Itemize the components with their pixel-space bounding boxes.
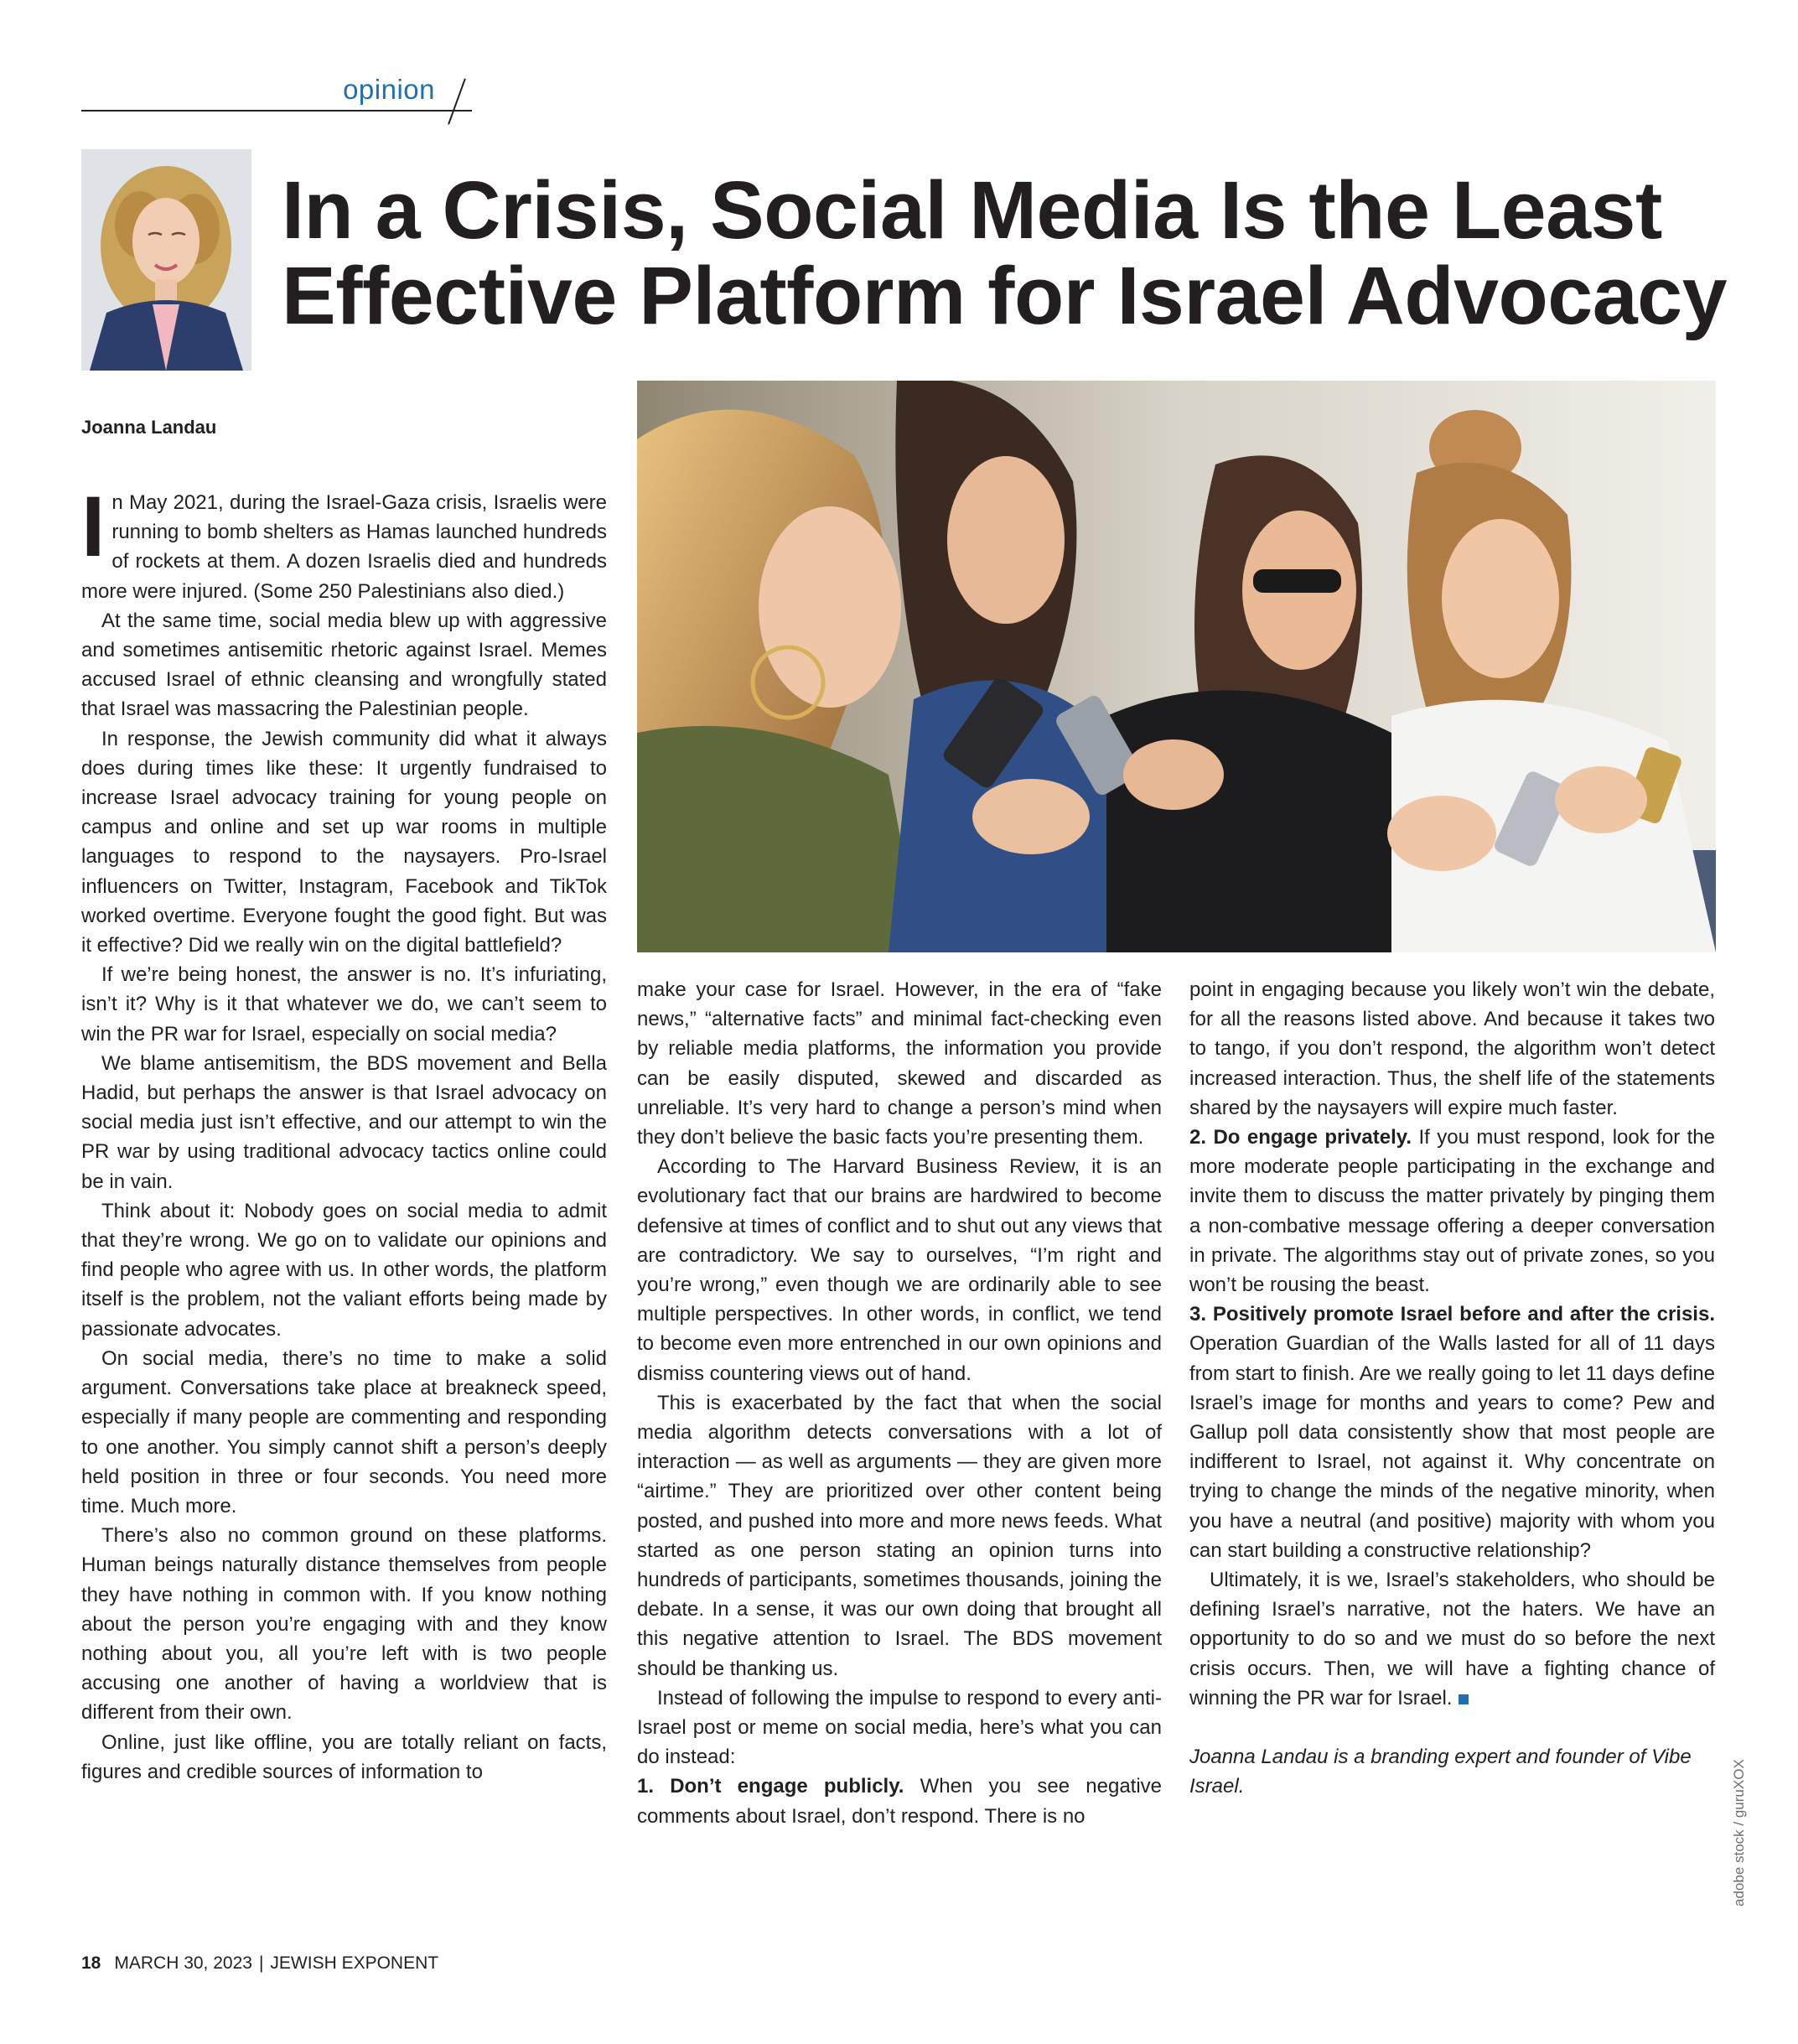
- tip-lead: 2. Do engage privately.: [1189, 1126, 1412, 1149]
- tip-paragraph: [1189, 1123, 1715, 1300]
- footer-date: MARCH 30, 2023: [114, 1953, 252, 1973]
- paragraph: On social media, there’s no time to make a solid argument. Conversations take place at breakneck speed, especially if many people are commenting and responding to one another. You simply cannot shift a person’s deeply held position in three or four seconds. You need more time. Much more.: [81, 1346, 607, 1517]
- paragraph: There’s also no common ground on these platforms. Human beings naturally distance themselves from people they have nothing in common with. If you know nothing about the person you’re engaging with and they know nothing about you, all you’re left with is two people accusing one another of having a worldview that is different from their own.: [81, 1524, 607, 1725]
- end-mark-icon: [1459, 1694, 1469, 1704]
- paragraph: If we’re being honest, the answer is no. It’s infuriating, isn’t it? Why is it that whatever we do, we can’t seem to win the PR war for Israel, especially on social media?: [81, 963, 607, 1045]
- tip-paragraph: [1189, 1300, 1715, 1565]
- tip-lead: 3. Positively promote Israel before and after the crisis.: [1189, 1303, 1715, 1326]
- tip-paragraph: [637, 1772, 1162, 1830]
- tip-text: When you see negative comments about Israel, don’t respond. There is no: [637, 1775, 1163, 1828]
- paragraph: According to The Harvard Business Review, it is an evolutionary fact that our brains are hardwired to become defensive at times of conflict and to shut out any views that are contradictory. We say to ourselves, “I’m right and you’re wrong,” even though we are ordinarily able to see multiple perspectives. In other words, in conflict, we tend to become even more entrenched in our own opinions and dismiss countering views out of hand.: [637, 1155, 1162, 1385]
- paragraph-text: n May 2021, during the Israel-Gaza crisis, Israelis were running to bomb shelters as Hamas launched hundreds of rockets at them. A dozen Israelis died and hundreds more were injured. (Some 250 Palestinians also died.): [81, 491, 607, 603]
- paragraph: In response, the Jewish community did what it always does during times like these: It urgently fundraised to increase Israel advocacy training for young people on campus and online and set up war rooms in multiple languages to respond to the naysayers. Pro-Israel influencers on Twitter, Instagram, Facebook and TikTok worked overtime. Everyone fought the good fight. But was it effective? Did we really win on the digital battlefield?: [81, 727, 607, 957]
- headline-line-2: Effective Platform for Israel Advocacy: [282, 250, 1728, 341]
- paragraph-text: Ultimately, it is we, Israel’s stakeholders, who should be defining Israel’s narrative, not the haters. We have an opportunity to do so and we must do so before the next crisis occurs. Then, we will have a fighting chance of winning the PR war for Israel.: [1189, 1569, 1715, 1709]
- page-number: 18: [81, 1953, 101, 1973]
- page-footer: [81, 1953, 438, 1974]
- paragraph: [81, 479, 607, 606]
- section-kicker: [81, 74, 472, 131]
- tip-lead: 1. Don’t engage publicly.: [637, 1775, 904, 1798]
- article-column-2: [637, 975, 1162, 1831]
- article-column-3: [1189, 975, 1715, 1801]
- headline-line-1: In a Crisis, Social Media Is the Least: [282, 164, 1662, 256]
- tip-text: Operation Guardian of the Walls lasted for all of 11 days from start to finish. Are we really going to let 11 days define Israel’s image for months and years to come? Pew and Gallup poll data consistently show that most people are indifferent to Israel, not against it. Why concentrate on trying to change the minds of the negative minority, when you have a neutral (and positive) majority with whom you can start building a constructive relationship?: [1189, 1332, 1715, 1562]
- paragraph: make your case for Israel. However, in the era of “fake news,” “alternative facts” and minimal fact-checking even by reliable media platforms, the information you provide can be easily disputed, skewed and discarded as unreliable. It’s very hard to change a person’s mind when they don’t believe the basic facts you’re presenting them.: [637, 978, 1162, 1149]
- drop-cap: I: [81, 479, 106, 574]
- tip-text: If you must respond, look for the more moderate people participating in the exchange and invite them to discuss the matter privately by pinging them a non-combative message offering a deeper conversation in private. The algorithms stay out of private zones, so you won’t be rousing the beast.: [1189, 1126, 1716, 1297]
- paragraph: Instead of following the impulse to respond to every anti-Israel post or meme on social media, here’s what you can do instead:: [637, 1686, 1162, 1769]
- paragraph: This is exacerbated by the fact that when the social media algorithm detects conversations with a lot of interaction — as well as arguments — they are given more “airtime.” They are prioritized over other content being posted, and pushed into more and more news feeds. What started as one person stating an opinion turns into hundreds of participants, sometimes thousands, joining the debate. In a sense, it was our own doing that brought all this negative attention to Israel. The BDS movement should be thanking us.: [637, 1391, 1162, 1680]
- spacer: [1189, 1713, 1715, 1742]
- author-byline: Joanna Landau: [81, 417, 217, 438]
- paragraph: At the same time, social media blew up with aggressive and sometimes antisemitic rhetoric against Israel. Memes accused Israel of ethnic cleansing and wrongfully stated that Israel was massacring the Palestinian people.: [81, 609, 607, 721]
- footer-publication: JEWISH EXPONENT: [270, 1953, 439, 1973]
- kicker-slash: [448, 78, 465, 124]
- paragraph: Online, just like offline, you are totally reliant on facts, figures and credible sources of information to: [81, 1730, 607, 1783]
- kicker-rule: [81, 110, 472, 112]
- author-bio: Joanna Landau is a branding expert and founder of Vibe Israel.: [1189, 1746, 1692, 1798]
- footer-separator: |: [258, 1953, 264, 1973]
- paragraph: Think about it: Nobody goes on social media to admit that they’re wrong. We go on to validate our opinions and find people who agree with us. In other words, the platform itself is the problem, not the valiant efforts being made by passionate advocates.: [81, 1199, 607, 1341]
- paragraph: We blame antisemitism, the BDS movement and Bella Hadid, but perhaps the answer is that Israel advocacy on social media just isn’t effective, and our attempt to win the PR war by using traditional advocacy tactics online could be in vain.: [81, 1051, 607, 1193]
- article-photo: [637, 381, 1716, 952]
- paragraph: [1189, 1565, 1715, 1713]
- article-column-1: [81, 479, 607, 1787]
- article-headline: [282, 164, 1728, 341]
- photo-credit: adobe stock / guruXOX: [1731, 1759, 1747, 1907]
- author-portrait: [81, 149, 251, 371]
- paragraph: point in engaging because you likely won’t win the debate, for all the reasons listed above. And because it takes two to tango, if you don’t respond, the algorithm won’t detect increased interaction. Thus, the shelf life of the statements shared by the naysayers will expire much faster.: [1189, 978, 1715, 1119]
- section-label: opinion: [343, 74, 435, 105]
